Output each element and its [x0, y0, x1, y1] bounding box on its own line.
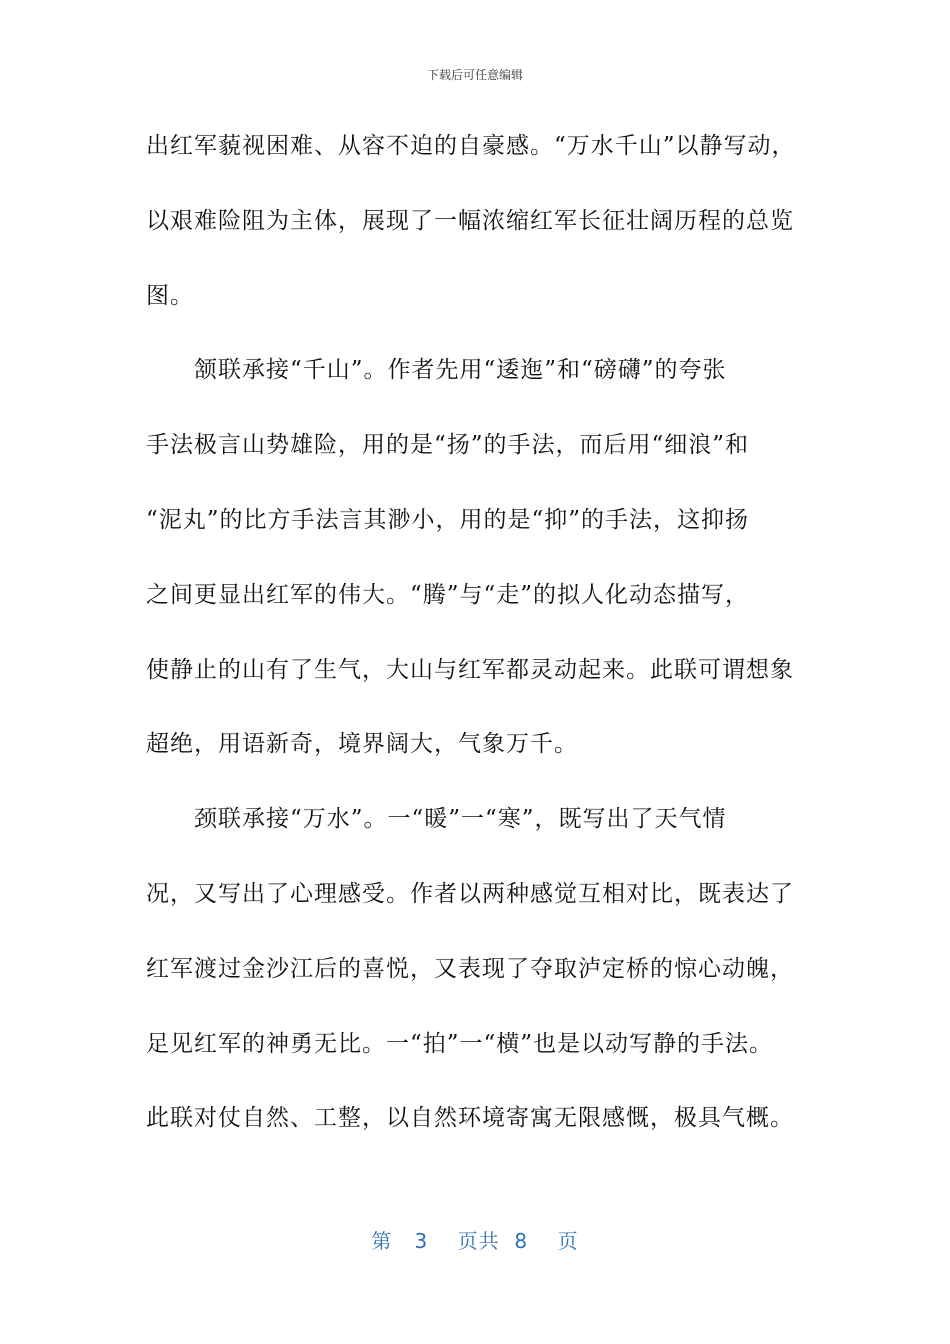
- page-label-mid: 页共: [457, 1229, 500, 1253]
- text-line: 图。: [146, 282, 194, 309]
- text-line: 况，又写出了心理感受。作者以两种感觉互相对比，既表达了: [146, 880, 794, 907]
- text-line: 颔联承接“千山”。作者先用“逶迤”和“磅礴”的夸张: [194, 357, 727, 384]
- text-line: 以艰难险阻为主体，展现了一幅浓缩红军长征壮阔历程的总览: [146, 207, 794, 234]
- text-line: 此联对仗自然、工整，以自然环境寄寓无限感慨，极具气概。: [146, 1105, 794, 1132]
- page-label-prefix: 第: [371, 1229, 393, 1253]
- text-line: 使静止的山有了生气，大山与红军都灵动起来。此联可谓想象: [146, 656, 794, 683]
- text-line: 手法极言山势雄险，用的是“扬”的手法，而后用“细浪”和: [146, 432, 750, 459]
- text-line: 颈联承接“万水”。一“暖”一“寒”，既写出了天气情: [194, 806, 727, 833]
- text-line: “泥丸”的比方手法言其渺小，用的是“抑”的手法，这抑扬: [146, 506, 750, 533]
- page-header-note: 下载后可任意编辑: [426, 68, 523, 82]
- current-page-number: 3: [414, 1229, 429, 1253]
- text-line: 足见红军的神勇无比。一“拍”一“横”也是以动写静的手法。: [146, 1030, 774, 1057]
- document-body: [146, 120, 810, 1167]
- text-line: 红军渡过金沙江后的喜悦，又表现了夺取泸定桥的惊心动魄，: [146, 955, 794, 982]
- text-line: 出红军藐视困难、从容不迫的自豪感。“万水千山”以静写动，: [146, 133, 796, 159]
- text-line: 超绝，用语新奇，境界阔大，气象万千。: [146, 731, 578, 758]
- page-label-suffix: 页: [557, 1229, 579, 1253]
- text-line: 之间更显出红军的伟大。“腾”与“走”的拟人化动态描写，: [146, 581, 750, 608]
- page-footer: [0, 1225, 950, 1254]
- total-pages-number: 8: [514, 1229, 529, 1253]
